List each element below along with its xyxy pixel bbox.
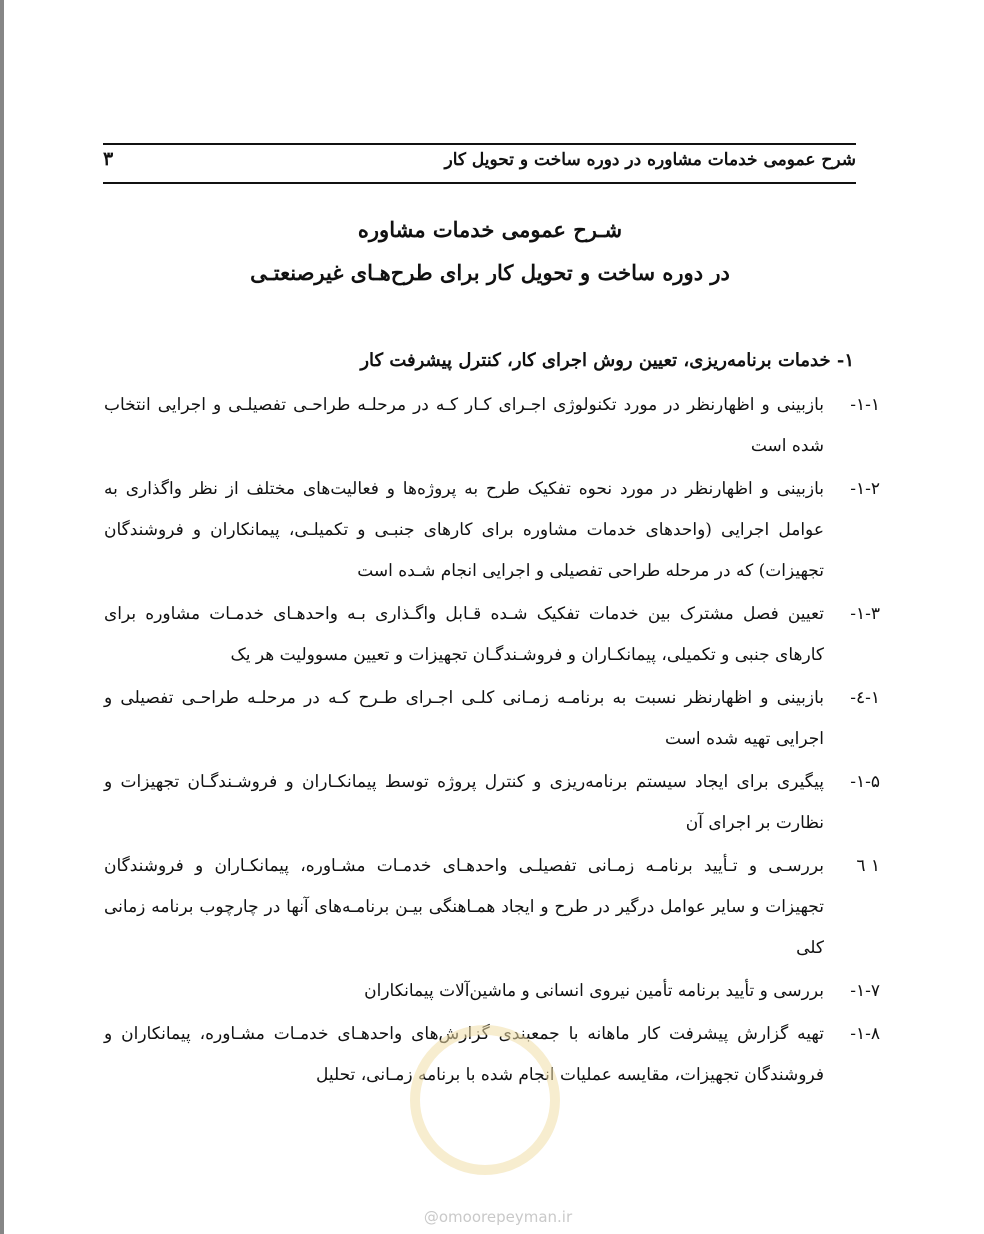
item-text: پیگیری برای ایجاد سیستم برنامه‌ریزی و کنترل پروژه توسط پیمانکـاران و فروشـندگـان تجهیزات و نظارت بر اجرای آن <box>104 772 824 833</box>
list-item <box>104 678 880 760</box>
watermark-site: @omoorepeyman.ir <box>423 1208 573 1226</box>
item-text: تعیین فصل مشترک بین خدمات تفکیک شـده قـابل واگـذاری بـه واحدهـای خدمـات مشاوره برای کارهای جنبی و تکمیلی، پیمانکـاران و فروشـندگـان تجهیزات و تعیین مسوولیت هر یک <box>104 604 824 665</box>
item-text: بازبینی و اظهارنظر در مورد تکنولوژی اجـرای کـار کـه در مرحلـه طراحـی تفصیلـی و اجرایی انتخاب شده است <box>104 395 824 456</box>
list-item <box>104 594 880 676</box>
item-number: ۱-۵- <box>850 772 880 792</box>
watermark-seal <box>410 1025 560 1175</box>
item-text: بازبینی و اظهارنظر در مورد نحوه تفکیک طرح به پروژه‌ها و فعالیت‌های مختلف از نظر واگذاری به عوامل اجرایی (واحدهای خدمات مشاوره برای کارهای جنبـی و تکمیلـی، پیمانکاران و فروشندگان تجهیزات) که در مرحله طراحی تفصیلی و اجرایی انجام شـده است <box>104 479 824 581</box>
item-number: ۱-۲- <box>850 479 880 499</box>
item-text: بررسـی و تـأیید برنامـه زمـانی تفصیلـی واحدهـای خدمـات مشـاوره، پیمانکـاران و فروشندگان تجهیزات و سایر عوامل درگیر در طرح و ایجاد همـاهنگی بیـن برنامـه‌های آنها در چارچوب برنامه زمانی کلی <box>104 856 824 958</box>
main-title-line-2: در دوره ساخت و تحویل کار برای طرح‌هـای غیرصنعتـی <box>250 260 730 285</box>
section-content <box>104 340 880 1098</box>
header-rule-top <box>103 143 856 145</box>
item-text: بازبینی و اظهارنظر نسبت به برنامـه زمـانی کلـی اجـرای طـرح کـه در مرحلـه طراحـی تفصیلی و اجرایی تهیه شده است <box>104 688 824 749</box>
item-number: ۱-۸- <box>850 1024 880 1044</box>
running-title: شرح عمومی خدمات مشاوره در دوره ساخت و تحویل کار <box>444 150 856 170</box>
section-heading: ۱- خدمات برنامه‌ریزی، تعیین روش اجرای کار، کنترل پیشرفت کار <box>360 350 854 371</box>
page-number: ۳ <box>103 148 114 170</box>
scan-edge <box>0 0 4 1234</box>
list-item <box>104 762 880 844</box>
header-rule-bottom <box>103 182 856 184</box>
list-item <box>104 971 880 1012</box>
item-number: ۱-۳- <box>850 604 880 624</box>
list-item <box>104 846 880 969</box>
item-number: ۱-۱- <box>850 395 880 415</box>
item-number: ۱-۷- <box>850 981 880 1001</box>
list-item <box>104 385 880 467</box>
item-text: تهیه گزارش پیشرفت کار ماهانه با جمعبندی گزارش‌های واحدهـای خدمـات مشـاوره، پیمانکاران و فروشندگان تجهیزات، مقایسه عملیات انجام شده با برنامه زمـانی، تحلیل <box>104 1024 824 1085</box>
item-number: ۱ ٦ <box>856 856 880 876</box>
item-number: ۱-٤- <box>850 688 880 708</box>
list-item <box>104 469 880 592</box>
item-text: بررسی و تأیید برنامه تأمین نیروی انسانی و ماشین‌آلات پیمانکاران <box>364 981 824 1001</box>
main-title-line-1: شـرح عمومی خدمات مشاوره <box>357 217 623 242</box>
